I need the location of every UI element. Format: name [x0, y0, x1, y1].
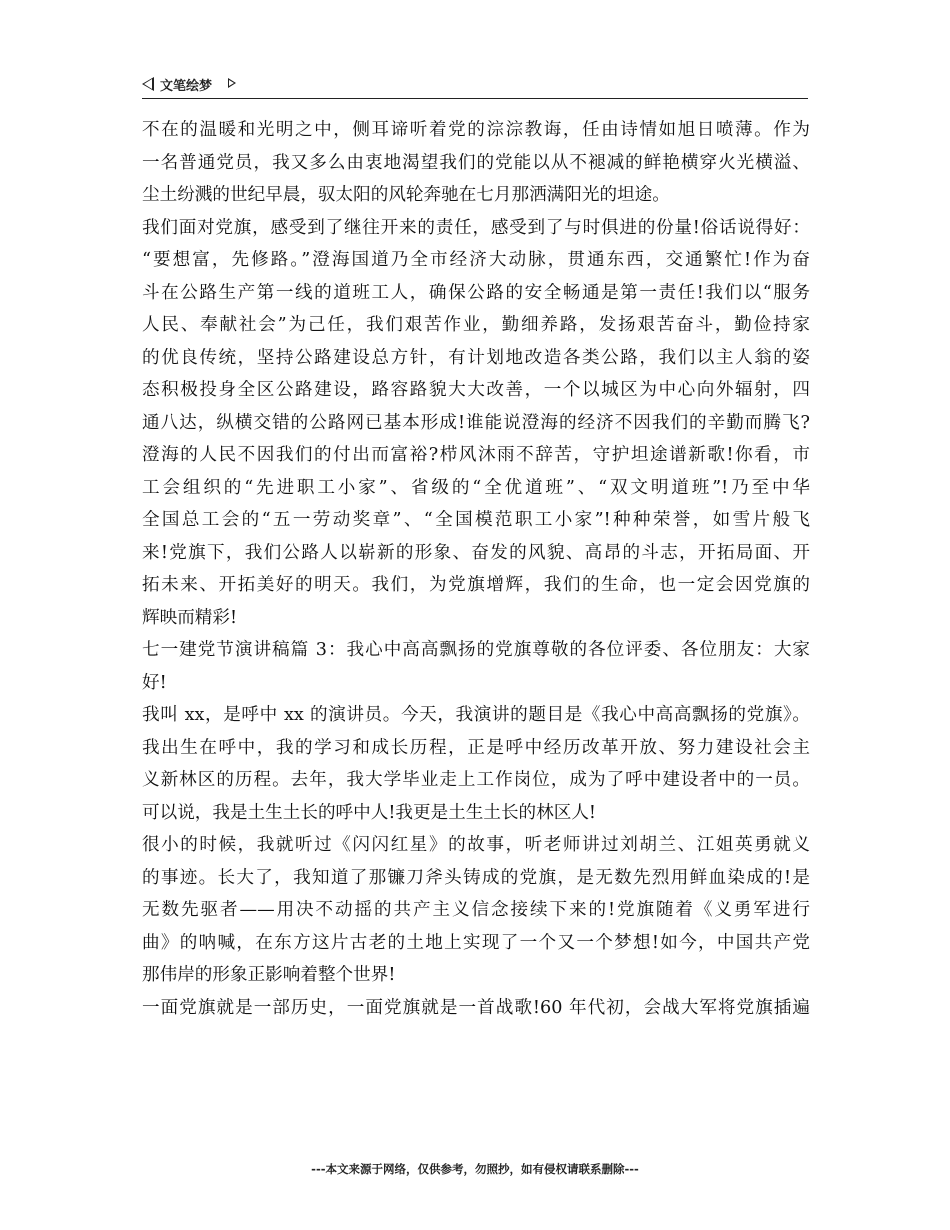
text-line: 来!党旗下，我们公路人以崭新的形象、奋发的风貌、高昂的斗志，开拓局面、开 — [142, 542, 810, 563]
triangle-left-icon — [142, 77, 154, 91]
document-body — [142, 114, 810, 1024]
header-brand: 文笔绘梦 — [160, 79, 213, 94]
text-line: 人民、奉献社会”为己任，我们艰苦作业，勤细养路，发扬艰苦奋斗，勤俭持家 — [142, 315, 810, 335]
text-line: 一面党旗就是一部历史，一面党旗就是一首战歌!60 年代初，会战大军将党旗插遍 — [142, 997, 810, 1018]
text-line: 无数先驱者——用决不动摇的共产主义信念接续下来的!党旗随着《义勇军进行 — [142, 900, 810, 920]
text-line: “要想富，先修路。”澄海国道乃全市经济大动脉，贯通东西，交通繁忙!作为奋 — [142, 250, 810, 270]
text-line: 的事迹。长大了，我知道了那镰刀斧头铸成的党旗，是无数先烈用鲜血染成的!是 — [142, 867, 810, 888]
text-line: 好! — [142, 672, 167, 693]
text-line: 工会组织的“先进职工小家”、省级的“全优道班”、“双文明道班”!乃至中华 — [142, 477, 810, 498]
text-line: 斗在公路生产第一线的道班工人，确保公路的安全畅通是第一责任!我们以“服务 — [142, 282, 810, 303]
text-line: 那伟岸的形象正影响着整个世界! — [142, 965, 396, 985]
text-line: 很小的时候，我就听过《闪闪红星》的故事，听老师讲过刘胡兰、江姐英勇就义 — [142, 835, 810, 855]
triangle-right-icon — [228, 78, 236, 88]
page-header — [142, 72, 808, 99]
footer-notice: ---本文来源于网络，仅供参考，勿照抄，如有侵权请联系删除--- — [311, 1162, 639, 1176]
text-line: 七一建党节演讲稿篇 3：我心中高高飘扬的党旗尊敬的各位评委、各位朋友：大家 — [142, 640, 810, 660]
text-line: 通八达，纵横交错的公路网已基本形成!谁能说澄海的经济不因我们的辛勤而腾飞? — [142, 412, 810, 433]
text-line: 澄海的人民不因我们的付出而富裕?栉风沐雨不辞苦，守护坦途谱新歌!你看，市 — [142, 445, 810, 465]
text-line: 不在的温暖和光明之中，侧耳谛听着党的淙淙教诲，任由诗情如旭日喷薄。作为 — [142, 120, 810, 140]
text-line: 拓未来、开拓美好的明天。我们，为党旗增辉，我们的生命，也一定会因党旗的 — [142, 575, 810, 595]
text-line: 的优良传统，坚持公路建设总方针，有计划地改造各类公路，我们以主人翁的姿 — [142, 347, 810, 368]
text-line: 态积极投身全区公路建设，路容路貌大大改善，一个以城区为中心向外辐射，四 — [142, 380, 810, 400]
text-line: 义新林区的历程。去年，我大学毕业走上工作岗位，成为了呼中建设者中的一员。 — [142, 770, 810, 790]
text-line: 我叫 xx，是呼中 xx 的演讲员。今天，我演讲的题目是《我心中高高飘扬的党旗》。 — [142, 705, 810, 725]
text-line: 可以说，我是土生土长的呼中人!我更是土生土长的林区人! — [142, 802, 596, 823]
text-line: 我们面对党旗，感受到了继往开来的责任，感受到了与时俱进的份量!俗话说得好： — [142, 217, 810, 238]
text-line: 辉映而精彩! — [142, 607, 238, 628]
text-line: 我出生在呼中，我的学习和成长历程，正是呼中经历改革开放、努力建设社会主 — [142, 737, 810, 758]
text-line: 尘土纷溅的世纪早晨，驭太阳的风轮奔驰在七月那洒满阳光的坦途。 — [142, 185, 670, 205]
text-line: 一名普通党员，我又多么由衷地渴望我们的党能以从不褪减的鲜艳横穿火光横溢、 — [142, 152, 810, 173]
text-line: 曲》的呐喊，在东方这片古老的土地上实现了一个又一个梦想!如今，中国共产党 — [142, 932, 810, 953]
text-line: 全国总工会的“五一劳动奖章”、“全国模范职工小家”!种种荣誉，如雪片般飞 — [142, 510, 810, 530]
